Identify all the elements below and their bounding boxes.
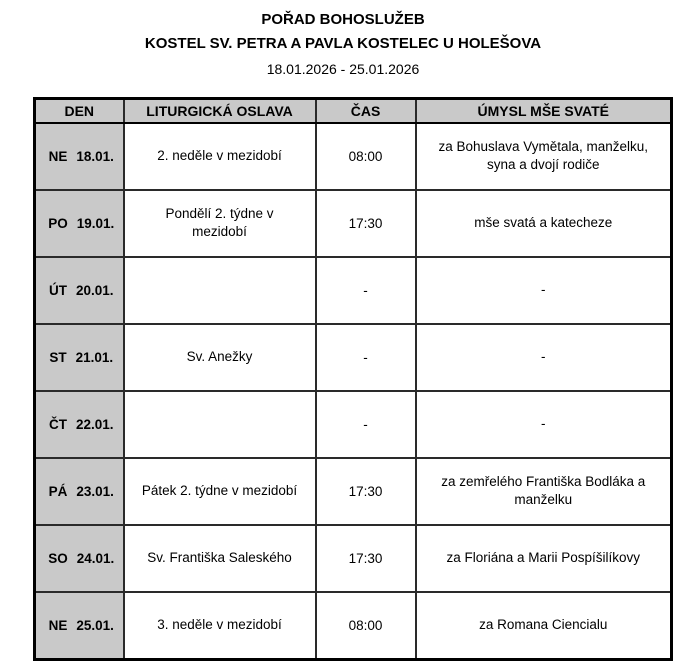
table-row <box>35 458 672 525</box>
date-range: 18.01.2026 - 25.01.2026 <box>266 60 420 77</box>
day-cell <box>35 525 124 592</box>
schedule-table <box>33 97 673 661</box>
day-cell <box>35 391 124 458</box>
table-row <box>35 123 672 190</box>
intention-cell: za Floriána a Marii Pospíšilíkovy <box>416 525 672 592</box>
day-date: 24.01. <box>76 550 115 566</box>
time-cell: 08:00 <box>316 123 416 190</box>
document-header <box>0 0 686 77</box>
celebration-cell: 3. neděle v mezidobí <box>124 592 316 660</box>
intention-cell: za Romana Ciencialu <box>416 592 672 660</box>
day-cell <box>35 123 124 190</box>
day-cell <box>35 324 124 391</box>
time-cell: - <box>316 391 416 458</box>
day-abbrev: SO <box>48 550 68 566</box>
column-header-celebration: LITURGICKÁ OSLAVA <box>124 98 316 123</box>
celebration-cell: 2. neděle v mezidobí <box>124 123 316 190</box>
time-cell: 17:30 <box>316 525 416 592</box>
day-cell <box>35 592 124 660</box>
celebration-cell <box>124 391 316 458</box>
day-date: 23.01. <box>76 483 114 499</box>
celebration-cell: Pátek 2. týdne v mezidobí <box>124 458 316 525</box>
day-date: 22.01. <box>75 416 114 432</box>
header-row <box>35 98 672 123</box>
celebration-cell <box>124 257 316 324</box>
day-date: 19.01. <box>76 215 115 231</box>
day-abbrev: NE <box>48 617 68 633</box>
intention-cell: mše svatá a katecheze <box>416 190 672 257</box>
day-cell <box>35 458 124 525</box>
time-cell: 17:30 <box>316 190 416 257</box>
celebration-cell: Sv. Františka Saleského <box>124 525 316 592</box>
celebration-cell: Pondělí 2. týdne v mezidobí <box>124 190 316 257</box>
intention-cell: - <box>416 257 672 324</box>
column-header-intention: ÚMYSL MŠE SVATÉ <box>416 98 672 123</box>
intention-cell: - <box>416 324 672 391</box>
day-cell <box>35 257 124 324</box>
column-header-day: DEN <box>35 98 124 123</box>
intention-cell: za zemřelého Františka Bodláka a manželku <box>416 458 672 525</box>
schedule-table-body <box>35 123 672 660</box>
table-row <box>35 391 672 458</box>
celebration-cell: Sv. Anežky <box>124 324 316 391</box>
document-title: POŘAD BOHOSLUŽEB <box>261 11 425 28</box>
intention-cell: za Bohuslava Vymětala, manželku, syna a dvojí rodiče <box>416 123 672 190</box>
table-row <box>35 324 672 391</box>
schedule-table-head <box>35 98 672 123</box>
table-row <box>35 525 672 592</box>
day-abbrev: ÚT <box>48 282 67 298</box>
intention-cell: - <box>416 391 672 458</box>
day-abbrev: ST <box>49 349 67 365</box>
column-header-time: ČAS <box>316 98 416 123</box>
day-date: 25.01. <box>76 617 114 633</box>
time-cell: - <box>316 324 416 391</box>
church-name: KOSTEL SV. PETRA A PAVLA KOSTELEC U HOLEŠOVA <box>144 35 542 53</box>
time-cell: 08:00 <box>316 592 416 660</box>
table-row <box>35 190 672 257</box>
day-cell <box>35 190 124 257</box>
table-row <box>35 257 672 324</box>
day-abbrev: NE <box>48 148 68 164</box>
time-cell: 17:30 <box>316 458 416 525</box>
time-cell: - <box>316 257 416 324</box>
day-abbrev: PO <box>48 215 68 231</box>
day-date: 18.01. <box>76 148 114 164</box>
day-date: 20.01. <box>75 282 114 298</box>
day-date: 21.01. <box>75 349 114 365</box>
day-abbrev: ČT <box>48 416 67 432</box>
table-row <box>35 592 672 660</box>
day-abbrev: PÁ <box>48 483 68 499</box>
